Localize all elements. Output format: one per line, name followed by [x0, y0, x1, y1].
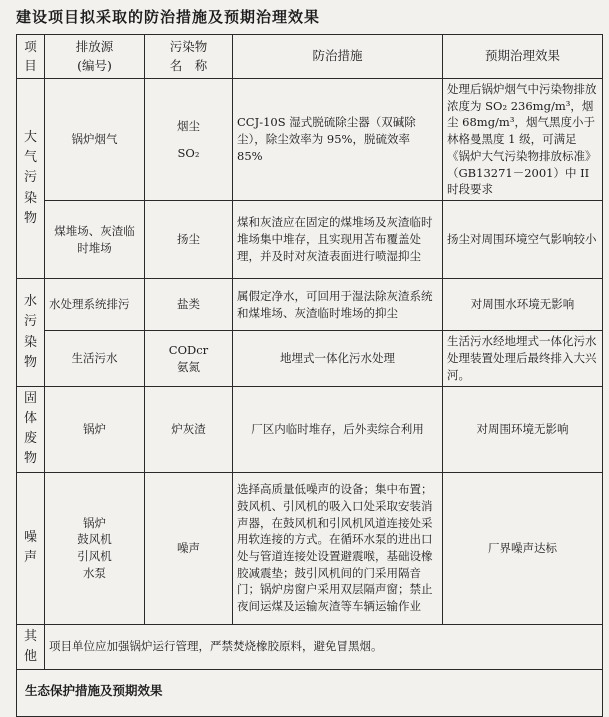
- page-title: 建设项目拟采取的防治措施及预期治理效果: [16, 8, 321, 26]
- category-water: 水 污 染 物: [17, 279, 45, 387]
- measures-cell: 属假定净水，可回用于湿法除灰渣系统和煤堆场、灰渣临时堆场的抑尘: [233, 279, 443, 331]
- pollutant-cell: 烟尘 SO₂: [145, 79, 233, 201]
- effect-cell: 扬尘对周围环境空气影响较小: [443, 201, 603, 279]
- header-pollutant: 污染物 名 称: [145, 35, 233, 79]
- table-row: [17, 331, 603, 387]
- category-solid: 固 体 废 物: [17, 387, 45, 473]
- pollutant-cell: CODcr 氨氮: [145, 331, 233, 387]
- table-row: [17, 624, 603, 669]
- pollutant-cell: 噪声: [145, 472, 233, 624]
- eco-section-title: 生态保护措施及预期效果: [17, 669, 603, 716]
- header-source: 排放源 (编号): [45, 35, 145, 79]
- source-cell: 锅炉 鼓风机 引风机 水泵: [45, 472, 145, 624]
- measures-cell: 选择高质量低噪声的设备；集中布置；鼓风机、引风机的吸入口处采取安装消声器，在鼓风机和引风机风道连接处采用软连接的方式。在循环水泵的进出口处与管道连接处设置避震喉，基础设橡胶减震垫；鼓引风机间的门采用隔音门；锅炉房窗户采用双层隔声窗；禁止夜间运煤及运输灰渣等车辆运输作业: [233, 472, 443, 624]
- effect-cell: 厂界噪声达标: [443, 472, 603, 624]
- header-measures: 防治措施: [233, 35, 443, 79]
- header-effect: 预期治理效果: [443, 35, 603, 79]
- measures-cell: CCJ-10S 湿式脱硫除尘器（双碱除尘），除尘效率为 95%，脱硫效率 85%: [233, 79, 443, 201]
- measures-cell: 地埋式一体化污水处理: [233, 331, 443, 387]
- category-air: 大 气 污 染 物: [17, 79, 45, 279]
- measures-cell: 煤和灰渣应在固定的煤堆场及灰渣临时堆场集中堆存，且实现用苫布覆盖处理，并及时对灰渣表面进行喷湿抑尘: [233, 201, 443, 279]
- table-row: [17, 472, 603, 624]
- other-content: 项目单位应加强锅炉运行管理，严禁焚烧橡胶原料，避免冒黑烟。: [45, 624, 603, 669]
- table-row: [17, 279, 603, 331]
- table-row: [17, 669, 603, 716]
- source-cell: 锅炉: [45, 387, 145, 473]
- pollutant-cell: 炉灰渣: [145, 387, 233, 473]
- header-row: [17, 35, 603, 79]
- table-row: [17, 79, 603, 201]
- measures-cell: 厂区内临时堆存，后外卖综合利用: [233, 387, 443, 473]
- table-row: [17, 387, 603, 473]
- effect-cell: 对周围水环境无影响: [443, 279, 603, 331]
- effect-cell: 对周围环境无影响: [443, 387, 603, 473]
- category-other: 其 他: [17, 624, 45, 669]
- source-cell: 生活污水: [45, 331, 145, 387]
- effect-cell: 处理后锅炉烟气中污染物排放浓度为 SO₂ 236mg/m³，烟尘 68mg/m³，烟气黑度小于林格曼黑度 1 级，可满足《锅炉大气污染物排放标准》（GB13271－2001）中 II 时段要求: [443, 79, 603, 201]
- pollutant-cell: 盐类: [145, 279, 233, 331]
- table-row: [17, 201, 603, 279]
- pollutant-cell: 扬尘: [145, 201, 233, 279]
- effect-cell: 生活污水经地埋式一体化污水处理装置处理后最终排入大兴河。: [443, 331, 603, 387]
- category-noise: 噪 声: [17, 472, 45, 624]
- measures-table: [16, 34, 603, 717]
- source-cell: 水处理系统排污: [45, 279, 145, 331]
- header-item: 项 目: [17, 35, 45, 79]
- source-cell: 锅炉烟气: [45, 79, 145, 201]
- source-cell: 煤堆场、灰渣临时堆场: [45, 201, 145, 279]
